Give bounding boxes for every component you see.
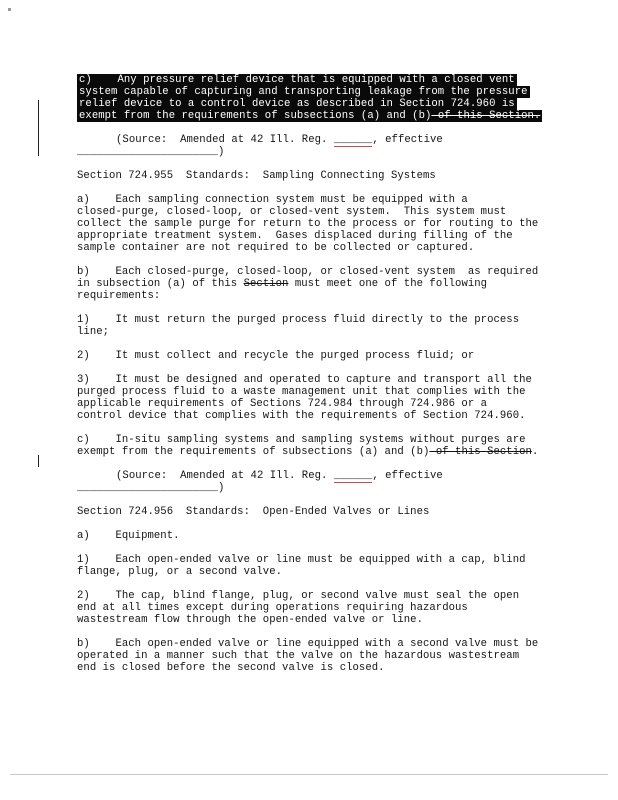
sec955-b-line: in subsection (a) of this Section must meet one of the following bbox=[77, 278, 488, 290]
sec956-a2-line: end at all times except during operations requiring hazardous bbox=[77, 602, 468, 614]
source-note-1-date: ______________________) bbox=[77, 146, 225, 158]
section-c-line-4: exempt from the requirements of subsections (a) and (b) of this Section. bbox=[79, 110, 541, 122]
sec955-b3-line: purged process fluid to a waste management unit that complies with the bbox=[77, 386, 526, 398]
scan-speck bbox=[8, 8, 11, 11]
sec955-b1-line: 1) It must return the purged process fluid directly to the process bbox=[77, 314, 520, 326]
sec955-a-line: sample container are not required to be collected or captured. bbox=[77, 242, 475, 254]
source-note-2-date: ______________________) bbox=[77, 482, 225, 494]
sec956-a2-line: wastestream flow through the open-ended valve or line. bbox=[77, 614, 423, 626]
section-956-title: Section 724.956 Standards: Open-Ended Valves or Lines bbox=[77, 506, 430, 518]
sec955-b-line: requirements: bbox=[77, 290, 161, 302]
section-c-line-3: relief device to a control device as described in Section 724.960 is bbox=[79, 98, 515, 110]
change-bar bbox=[38, 100, 39, 156]
sec955-a-line: collect the sample purge for return to the process or for routing to the bbox=[77, 218, 539, 230]
source-note-2: (Source: Amended at 42 Ill. Reg. ______, effective bbox=[116, 470, 443, 482]
source-note-1: (Source: Amended at 42 Ill. Reg. ______, effective bbox=[116, 134, 443, 146]
sec955-b1-line: line; bbox=[77, 326, 110, 338]
sec955-b3-line: 3) It must be designed and operated to capture and transport all the bbox=[77, 374, 532, 386]
sec955-b2-line: 2) It must collect and recycle the purged process fluid; or bbox=[77, 350, 475, 362]
change-bar bbox=[38, 455, 39, 467]
sec955-b-line: b) Each closed-purge, closed-loop, or closed-vent system as required bbox=[77, 266, 539, 278]
sec955-c-line: c) In-situ sampling systems and sampling systems without purges are bbox=[77, 434, 526, 446]
sec955-a-line: appropriate treatment system. Gases displaced during filling of the bbox=[77, 230, 513, 242]
sec955-b3-line: applicable requirements of Sections 724.984 through 724.986 or a bbox=[77, 398, 488, 410]
sec956-a2-line: 2) The cap, blind flange, plug, or second valve must seal the open bbox=[77, 590, 520, 602]
sec955-b3-line: control device that complies with the requirements of Section 724.960. bbox=[77, 410, 526, 422]
sec956-b-line: b) Each open-ended valve or line equipped with a second valve must be bbox=[77, 638, 539, 650]
sec956-a-line: a) Equipment. bbox=[77, 530, 180, 542]
page-bottom-rule bbox=[10, 774, 608, 775]
section-c-line-1: c) Any pressure relief device that is equipped with a closed vent bbox=[79, 74, 515, 86]
sec955-a-line: a) Each sampling connection system must be equipped with a bbox=[77, 194, 468, 206]
sec956-a1-line: 1) Each open-ended valve or line must be equipped with a cap, blind bbox=[77, 554, 526, 566]
section-c-line-2: system capable of capturing and transporting leakage from the pressure bbox=[79, 86, 528, 98]
section-955-title: Section 724.955 Standards: Sampling Connecting Systems bbox=[77, 170, 436, 182]
sec955-c-line: exempt from the requirements of subsections (a) and (b) of this Section. bbox=[77, 446, 539, 458]
sec955-a-line: closed-purge, closed-loop, or closed-vent system. This system must bbox=[77, 206, 507, 218]
sec956-a1-line: flange, plug, or a second valve. bbox=[77, 566, 283, 578]
sec956-b-line: end is closed before the second valve is closed. bbox=[77, 662, 385, 674]
sec956-b-line: operated in a manner such that the valve on the hazardous wastestream bbox=[77, 650, 520, 662]
